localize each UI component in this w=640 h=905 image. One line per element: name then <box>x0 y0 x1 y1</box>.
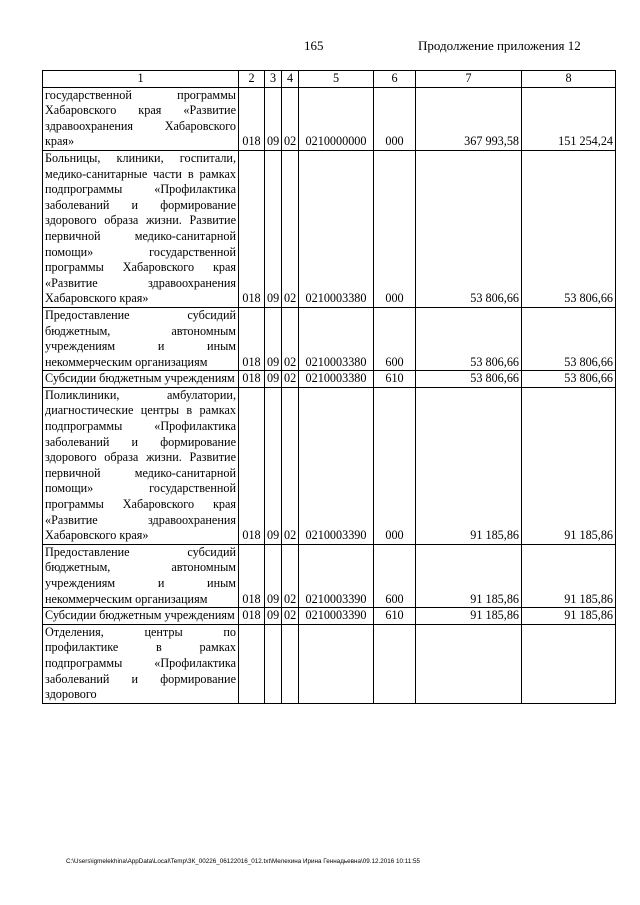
code-ministry: 018 <box>239 371 265 388</box>
row-description: Предоставление субсидий бюджетным, автономным учреждениям и иным некоммерческим организациям <box>43 544 239 607</box>
amount-col7: 91 185,86 <box>416 387 522 544</box>
code-section: 09 <box>265 371 282 388</box>
column-header: 1 <box>43 71 239 88</box>
row-description: Предоставление субсидий бюджетным, автономным учреждениям и иным некоммерческим организациям <box>43 307 239 370</box>
code-subsection: 02 <box>282 87 299 150</box>
code-subsection: 02 <box>282 544 299 607</box>
table-row <box>43 624 616 703</box>
amount-col7: 53 806,66 <box>416 150 522 307</box>
column-header: 3 <box>265 71 282 88</box>
table-header-row <box>43 71 616 88</box>
amount-col8: 151 254,24 <box>522 87 616 150</box>
amount-col7 <box>416 624 522 703</box>
column-header: 2 <box>239 71 265 88</box>
code-ministry <box>239 624 265 703</box>
code-section: 09 <box>265 544 282 607</box>
code-expense-type: 000 <box>374 150 416 307</box>
code-target-article: 0210003390 <box>299 608 374 625</box>
column-header: 4 <box>282 71 299 88</box>
code-expense-type: 610 <box>374 371 416 388</box>
amount-col7: 91 185,86 <box>416 544 522 607</box>
code-target-article: 0210003380 <box>299 150 374 307</box>
code-target-article: 0210003390 <box>299 387 374 544</box>
code-target-article <box>299 624 374 703</box>
code-subsection: 02 <box>282 608 299 625</box>
code-expense-type: 000 <box>374 387 416 544</box>
code-target-article: 0210003390 <box>299 544 374 607</box>
table-row <box>43 544 616 607</box>
continuation-title: Продолжение приложения 12 <box>418 38 581 53</box>
code-section: 09 <box>265 150 282 307</box>
column-header: 6 <box>374 71 416 88</box>
row-description: Больницы, клиники, госпитали, медико-санитарные части в рамках подпрограммы «Профилактика заболеваний и формирование здорового образа жизни. Развитие первичной медико-санитарной помощи» государственной программы Хабаровского края «Развитие здравоохранения Хабаровского края» <box>43 150 239 307</box>
code-ministry: 018 <box>239 87 265 150</box>
amount-col8 <box>522 624 616 703</box>
code-subsection: 02 <box>282 371 299 388</box>
amount-col8: 53 806,66 <box>522 307 616 370</box>
code-expense-type: 000 <box>374 87 416 150</box>
amount-col7: 53 806,66 <box>416 307 522 370</box>
page-number: 165 <box>304 38 324 53</box>
code-expense-type: 600 <box>374 307 416 370</box>
table-row <box>43 608 616 625</box>
code-section: 09 <box>265 87 282 150</box>
table-row <box>43 87 616 150</box>
code-subsection <box>282 624 299 703</box>
budget-table <box>42 70 616 704</box>
amount-col7: 91 185,86 <box>416 608 522 625</box>
column-header: 5 <box>299 71 374 88</box>
amount-col8: 53 806,66 <box>522 371 616 388</box>
code-ministry: 018 <box>239 387 265 544</box>
row-description: Отделения, центры по профилактике в рамках подпрограммы «Профилактика заболеваний и формирование здорового <box>43 624 239 703</box>
amount-col7: 367 993,58 <box>416 87 522 150</box>
table-row <box>43 371 616 388</box>
code-expense-type: 600 <box>374 544 416 607</box>
row-description: Субсидии бюджетным учреждениям <box>43 608 239 625</box>
code-target-article: 0210003380 <box>299 307 374 370</box>
code-section: 09 <box>265 387 282 544</box>
row-description: государственной программы Хабаровского края «Развитие здравоохранения Хабаровского края» <box>43 87 239 150</box>
code-subsection: 02 <box>282 150 299 307</box>
amount-col8: 53 806,66 <box>522 150 616 307</box>
code-target-article: 0210000000 <box>299 87 374 150</box>
code-subsection: 02 <box>282 307 299 370</box>
column-header: 7 <box>416 71 522 88</box>
code-ministry: 018 <box>239 608 265 625</box>
code-subsection: 02 <box>282 387 299 544</box>
code-expense-type <box>374 624 416 703</box>
row-description: Субсидии бюджетным учреждениям <box>43 371 239 388</box>
amount-col8: 91 185,86 <box>522 387 616 544</box>
code-target-article: 0210003380 <box>299 371 374 388</box>
table-row <box>43 387 616 544</box>
code-section: 09 <box>265 608 282 625</box>
column-header: 8 <box>522 71 616 88</box>
row-description: Поликлиники, амбулатории, диагностические центры в рамках подпрограммы «Профилактика заболеваний и формирование здорового образа жизни. Развитие первичной медико-санитарной помощи» государственной программы Хабаровского края «Развитие здравоохранения Хабаровского края» <box>43 387 239 544</box>
amount-col7: 53 806,66 <box>416 371 522 388</box>
file-path-footer: C:\Users\igmelekhina\AppData\Local\Temp\ЗК_00226_06122016_012.txt\Мелехина Ирина Геннадьевна\09.12.2016 10:11:55 <box>66 858 421 865</box>
code-ministry: 018 <box>239 150 265 307</box>
code-expense-type: 610 <box>374 608 416 625</box>
table-row <box>43 307 616 370</box>
amount-col8: 91 185,86 <box>522 608 616 625</box>
code-section: 09 <box>265 307 282 370</box>
amount-col8: 91 185,86 <box>522 544 616 607</box>
code-ministry: 018 <box>239 544 265 607</box>
code-section <box>265 624 282 703</box>
code-ministry: 018 <box>239 307 265 370</box>
table-row <box>43 150 616 307</box>
